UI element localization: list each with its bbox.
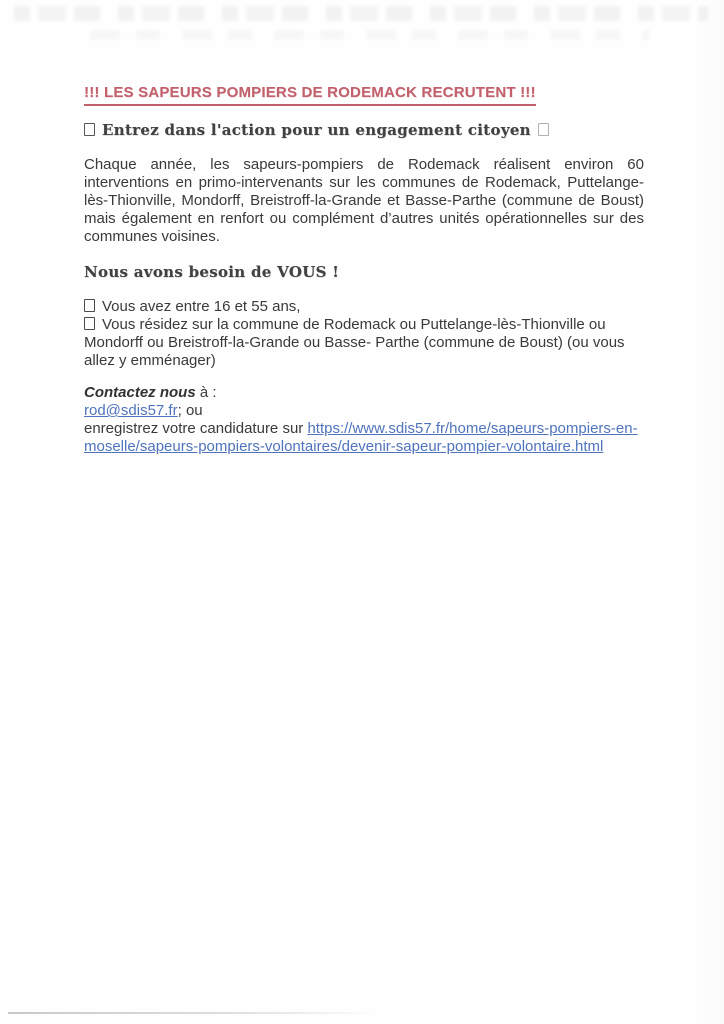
missing-emoji-box-icon — [84, 123, 95, 136]
scan-bleed-artifact-top-2 — [90, 30, 650, 40]
criteria-item-text: Vous résidez sur la commune de Rodemack ou Puttelange-lès-Thionville ou Mondorff ou Breistroff-la-Grande ou Basse- Parthe (commune de Boust) (ou vous allez y emménager) — [84, 316, 625, 369]
checkbox-icon — [84, 317, 95, 330]
document-title: !!! LES SAPEURS POMPIERS DE RODEMACK RECRUTENT !!! — [84, 84, 536, 106]
email-link[interactable]: rod@sdis57.fr — [84, 402, 178, 419]
title-row — [84, 84, 644, 106]
contact-block — [84, 384, 644, 456]
scan-bleed-artifact-top — [14, 6, 708, 21]
document-body — [84, 84, 644, 456]
contact-heading-bold: Contactez nous — [84, 384, 196, 401]
contact-heading-rest: à : — [195, 384, 217, 401]
criteria-item — [84, 316, 644, 370]
candidature-url-link[interactable]: https://www.sdis57.fr/home/sapeurs-pompiers-en-moselle/sapeurs-pompiers-volontaires/devenir-sapeur-pompier-volontaire.html — [84, 420, 638, 455]
register-prefix: enregistrez votre candidature sur — [84, 420, 308, 437]
intro-paragraph: Chaque année, les sapeurs-pompiers de Rodemack réalisent environ 60 interventions en primo-intervenants sur les communes de Rodemack, Puttelange-lès-Thionville, Mondorff, Breistroff-la-Grande et Basse-Parthe (commune de Boust) mais également en renfort ou complément d’autres unités opérationnelles sur des communes voisines. — [84, 156, 644, 245]
checkbox-icon — [84, 299, 95, 312]
email-suffix: ; ou — [177, 402, 203, 419]
need-you-line: Nous avons besoin de VOUS ! — [84, 263, 340, 281]
contact-heading — [84, 384, 644, 402]
criteria-item-text: Vous avez entre 16 et 55 ans, — [102, 298, 301, 315]
missing-emoji-box-icon-faint — [538, 123, 549, 136]
email-line — [84, 402, 644, 420]
criteria-item — [84, 298, 644, 316]
scan-artifact-bottom-line — [8, 1012, 380, 1014]
criteria-list — [84, 298, 644, 370]
tagline-line — [84, 121, 644, 139]
register-line — [84, 420, 644, 456]
tagline-text: Entrez dans l'action pour un engagement citoyen — [102, 121, 531, 139]
